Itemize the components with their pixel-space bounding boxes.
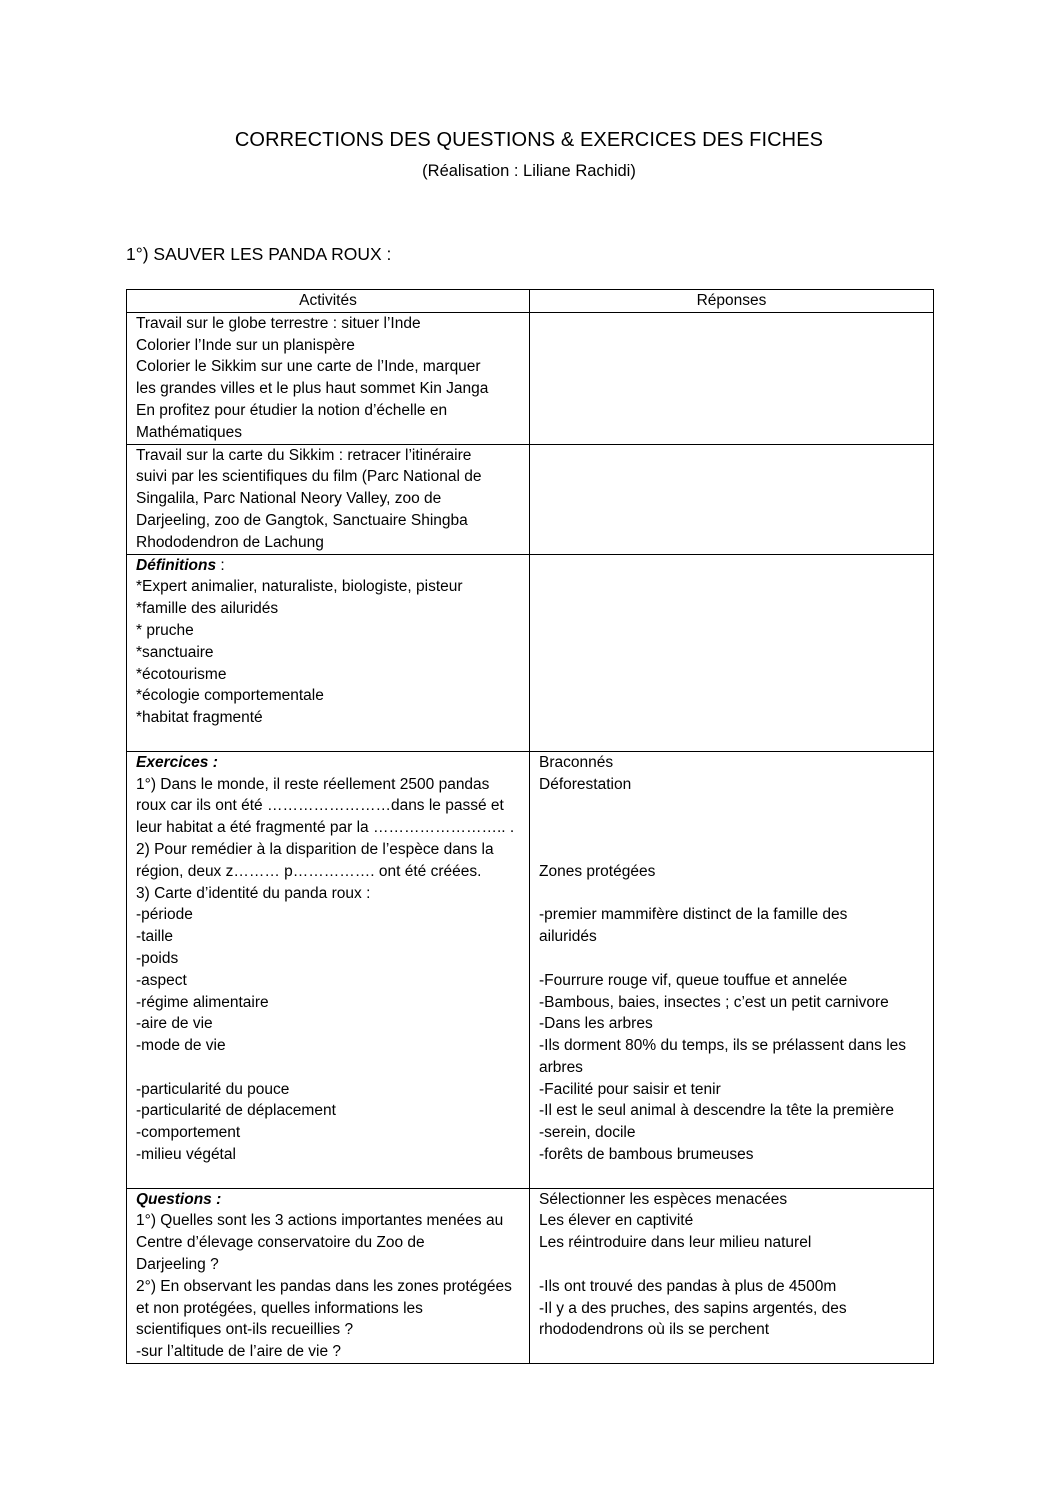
response-line: -Il est le seul animal à descendre la tête la première xyxy=(539,1102,894,1120)
activity-line: -aire de vie xyxy=(136,1015,213,1033)
activity-line: -aspect xyxy=(136,971,187,989)
activity-line: Travail sur le globe terrestre : situer l’Inde xyxy=(136,314,421,332)
document-subtitle: (Réalisation : Liliane Rachidi) xyxy=(422,162,636,180)
activity-line: Centre d’élevage conservatoire du Zoo de xyxy=(136,1234,425,1252)
activities-cell xyxy=(127,554,530,751)
response-line: -Facilité pour saisir et tenir xyxy=(539,1080,721,1098)
response-line: ailuridés xyxy=(539,928,597,946)
activities-cell xyxy=(127,312,530,444)
activity-line: région, deux z……… p……………. ont été créées. xyxy=(136,862,482,880)
activity-line: *sanctuaire xyxy=(136,643,214,661)
table-body xyxy=(127,312,934,1363)
activity-line: En profitez pour étudier la notion d’échelle en xyxy=(136,401,448,419)
row-heading: Exercices : xyxy=(136,753,218,771)
table-row xyxy=(127,1188,934,1363)
response-line: Zones protégées xyxy=(539,862,656,880)
activities-cell xyxy=(127,1188,530,1363)
activity-line: 3) Carte d’identité du panda roux : xyxy=(136,884,371,902)
activity-line xyxy=(136,729,520,751)
activity-line: -milieu végétal xyxy=(136,1146,236,1164)
response-line: -Fourrure rouge vif, queue touffue et annelée xyxy=(539,971,848,989)
activity-line: -particularité du pouce xyxy=(136,1080,290,1098)
response-line xyxy=(539,839,924,861)
activity-line: Travail sur la carte du Sikkim : retracer l’itinéraire xyxy=(136,446,472,464)
activity-line: les grandes villes et le plus haut sommet Kin Janga xyxy=(136,380,489,398)
activity-line: *habitat fragmenté xyxy=(136,709,263,727)
activity-line: Rhododendron de Lachung xyxy=(136,533,324,551)
response-line xyxy=(539,883,924,905)
activity-line: -taille xyxy=(136,928,174,946)
activity-line: scientifiques ont-ils recueillies ? xyxy=(136,1321,354,1339)
activity-line: 1°) Quelles sont les 3 actions importantes menées au xyxy=(136,1212,504,1230)
response-line: -forêts de bambous brumeuses xyxy=(539,1146,754,1164)
response-line: arbres xyxy=(539,1058,583,1076)
table-row xyxy=(127,554,934,751)
response-line: -Ils dorment 80% du temps, ils se prélassent dans les xyxy=(539,1037,907,1055)
activity-line: 2) Pour remédier à la disparition de l’espèce dans la xyxy=(136,840,494,858)
row-heading: Définitions xyxy=(136,556,217,574)
activity-line: -mode de vie xyxy=(136,1037,226,1055)
activity-line: leur habitat a été fragmenté par la …………………….. . xyxy=(136,819,515,837)
responses-cell xyxy=(530,554,934,751)
activity-line: *Expert animalier, naturaliste, biologiste, pisteur xyxy=(136,578,463,596)
activity-line: 2°) En observant les pandas dans les zones protégées xyxy=(136,1277,512,1295)
response-line: -Dans les arbres xyxy=(539,1015,653,1033)
activity-line: Mathématiques xyxy=(136,423,242,441)
activity-line: roux car ils ont été ……………………dans le passé et xyxy=(136,797,504,815)
activity-line: 1°) Dans le monde, il reste réellement 2500 pandas xyxy=(136,775,490,793)
activity-line: -comportement xyxy=(136,1124,241,1142)
activity-line: -période xyxy=(136,906,193,924)
table-row xyxy=(127,444,934,554)
response-line: Déforestation xyxy=(539,775,632,793)
response-line: -Bambous, baies, insectes ; c’est un petit carnivore xyxy=(539,993,889,1011)
response-line: Les élever en captivité xyxy=(539,1212,694,1230)
row-heading-line xyxy=(136,752,520,774)
activity-line: *écotourisme xyxy=(136,665,227,683)
activity-line: et non protégées, quelles informations les xyxy=(136,1299,423,1317)
activity-line: suivi par les scientifiques du film (Parc National de xyxy=(136,468,482,486)
activity-line: *écologie comportementale xyxy=(136,687,324,705)
activities-cell xyxy=(127,444,530,554)
activity-line: -régime alimentaire xyxy=(136,993,269,1011)
row-heading-line xyxy=(136,1189,520,1211)
response-line: Braconnés xyxy=(539,753,614,771)
response-line: -Il y a des pruches, des sapins argentés, des xyxy=(539,1299,847,1317)
table-header-row xyxy=(127,290,934,313)
response-line xyxy=(539,948,924,970)
activity-line: Singalila, Parc National Neory Valley, zoo de xyxy=(136,490,442,508)
response-line: -Ils ont trouvé des pandas à plus de 4500m xyxy=(539,1277,837,1295)
activity-line: -sur l’altitude de l’aire de vie ? xyxy=(136,1343,342,1361)
activity-line: * pruche xyxy=(136,621,194,639)
activity-line: Darjeeling, zoo de Gangtok, Sanctuaire Shingba xyxy=(136,511,468,529)
document-title: CORRECTIONS DES QUESTIONS & EXERCICES DES FICHES xyxy=(234,129,824,151)
response-line: Sélectionner les espèces menacées xyxy=(539,1190,788,1208)
corrections-table xyxy=(126,289,934,1364)
activity-line xyxy=(136,1057,520,1079)
table-row xyxy=(127,312,934,444)
responses-cell xyxy=(530,444,934,554)
activity-line: Colorier l’Inde sur un planispère xyxy=(136,336,355,354)
response-line xyxy=(539,817,924,839)
row-heading-suffix: : xyxy=(216,556,225,574)
activity-line xyxy=(136,1166,520,1188)
response-line: -premier mammifère distinct de la famille des xyxy=(539,906,848,924)
response-line: Les réintroduire dans leur milieu naturel xyxy=(539,1234,812,1252)
response-line: -serein, docile xyxy=(539,1124,636,1142)
responses-cell xyxy=(530,312,934,444)
response-line xyxy=(539,795,924,817)
response-line: rhododendrons où ils se perchent xyxy=(539,1321,770,1339)
header-responses: Réponses xyxy=(530,290,934,313)
table-row xyxy=(127,751,934,1188)
row-heading-line xyxy=(136,555,520,577)
response-line xyxy=(539,1254,924,1276)
activity-line: Darjeeling ? xyxy=(136,1256,219,1274)
row-heading: Questions : xyxy=(136,1190,222,1208)
activity-line: *famille des ailuridés xyxy=(136,600,279,618)
responses-cell xyxy=(530,751,934,1188)
activity-line: Colorier le Sikkim sur une carte de l’Inde, marquer xyxy=(136,358,481,376)
activity-line: -particularité de déplacement xyxy=(136,1102,336,1120)
activity-line: -poids xyxy=(136,949,179,967)
section-heading: 1°) SAUVER LES PANDA ROUX : xyxy=(126,244,392,264)
responses-cell xyxy=(530,1188,934,1363)
activities-cell xyxy=(127,751,530,1188)
header-activities: Activités xyxy=(127,290,530,313)
